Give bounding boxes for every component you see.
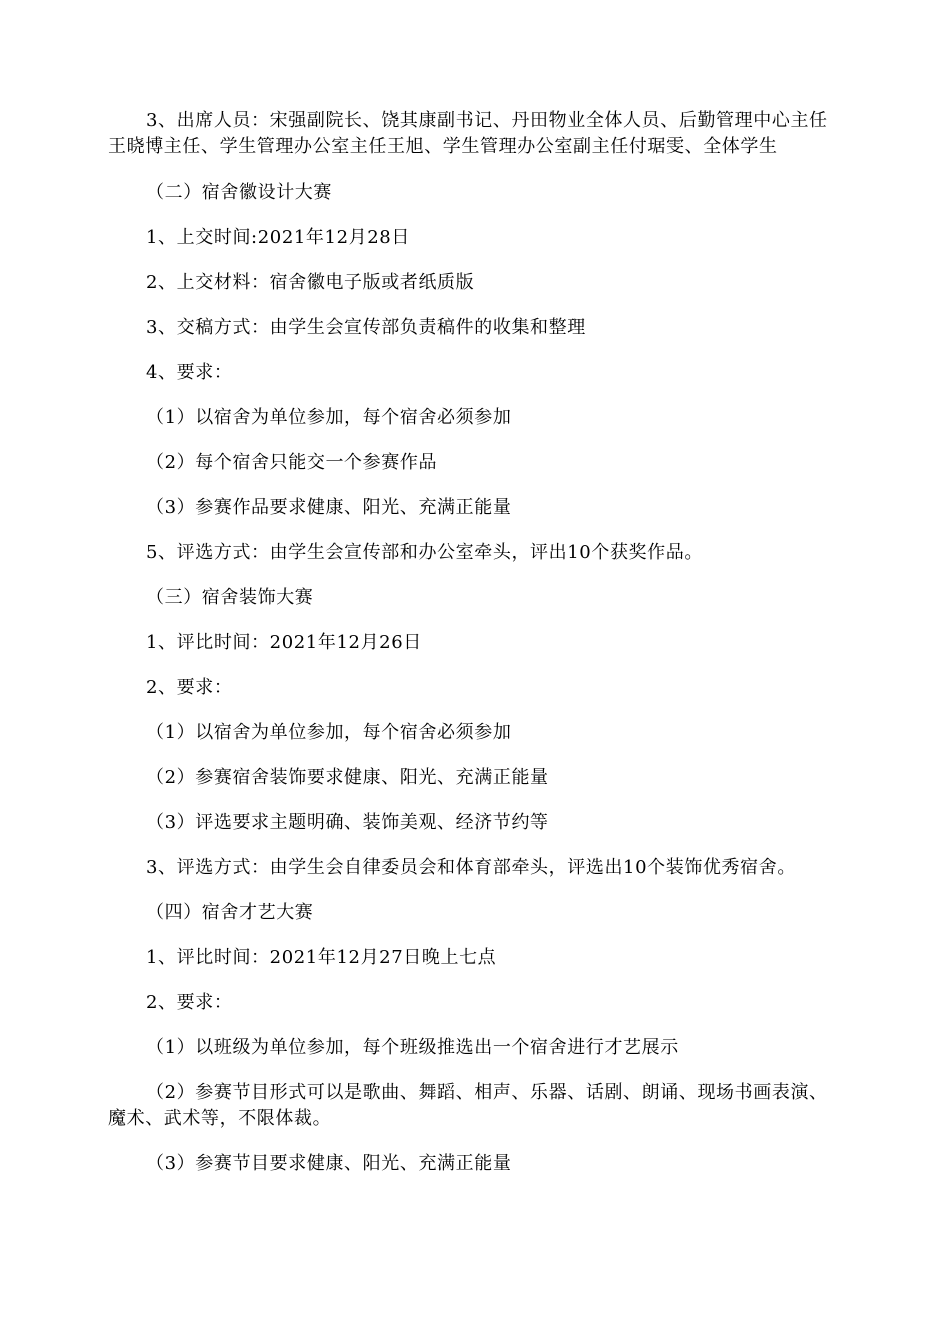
paragraph-submit-method: 3、交稿方式：由学生会宣传部负责稿件的收集和整理 xyxy=(146,317,586,338)
list-item: （1）以班级为单位参加，每个班级推选出一个宿舍进行才艺展示 xyxy=(146,1037,679,1058)
list-item: （2）参赛节目形式可以是歌曲、舞蹈、相声、乐器、话剧、朗诵、现场书画表演、魔术、武术等，不限体裁。 xyxy=(108,1082,828,1129)
paragraph-selection-method: 3、评选方式：由学生会自律委员会和体育部牵头，评选出10个装饰优秀宿舍。 xyxy=(146,857,796,878)
paragraph-judging-time: 1、评比时间：2021年12月26日 xyxy=(146,632,422,653)
paragraph-attendees: 3、出席人员：宋强副院长、饶其康副书记、丹田物业全体人员、后勤管理中心主任王晓博主任、学生管理办公室主任王旭、学生管理办公室副主任付琚雯、全体学生 xyxy=(108,110,828,157)
paragraph-submit-time: 1、上交时间:2021年12月28日 xyxy=(146,227,410,248)
list-item: （3）参赛节目要求健康、阳光、充满正能量 xyxy=(146,1153,512,1174)
paragraph-requirements: 2、要求： xyxy=(146,992,233,1013)
list-item: （1）以宿舍为单位参加，每个宿舍必须参加 xyxy=(146,722,512,743)
list-item: （1）以宿舍为单位参加，每个宿舍必须参加 xyxy=(146,407,512,428)
section-heading-dorm-talent: （四）宿舍才艺大赛 xyxy=(146,902,314,923)
paragraph-requirements: 2、要求： xyxy=(146,677,233,698)
document-body xyxy=(108,108,844,1177)
list-item: （3）参赛作品要求健康、阳光、充满正能量 xyxy=(146,497,512,518)
paragraph-submit-materials: 2、上交材料：宿舍徽电子版或者纸质版 xyxy=(146,272,475,293)
paragraph-judging-time: 1、评比时间：2021年12月27日晚上七点 xyxy=(146,947,497,968)
section-heading-dorm-decoration: （三）宿舍装饰大赛 xyxy=(146,587,314,608)
list-item: （2）每个宿舍只能交一个参赛作品 xyxy=(146,452,438,473)
section-heading-dorm-emblem: （二）宿舍徽设计大赛 xyxy=(146,182,332,203)
list-item: （3）评选要求主题明确、装饰美观、经济节约等 xyxy=(146,812,549,833)
paragraph-requirements: 4、要求： xyxy=(146,362,233,383)
paragraph-selection-method: 5、评选方式：由学生会宣传部和办公室牵头，评出10个获奖作品。 xyxy=(146,542,703,563)
list-item: （2）参赛宿舍装饰要求健康、阳光、充满正能量 xyxy=(146,767,549,788)
